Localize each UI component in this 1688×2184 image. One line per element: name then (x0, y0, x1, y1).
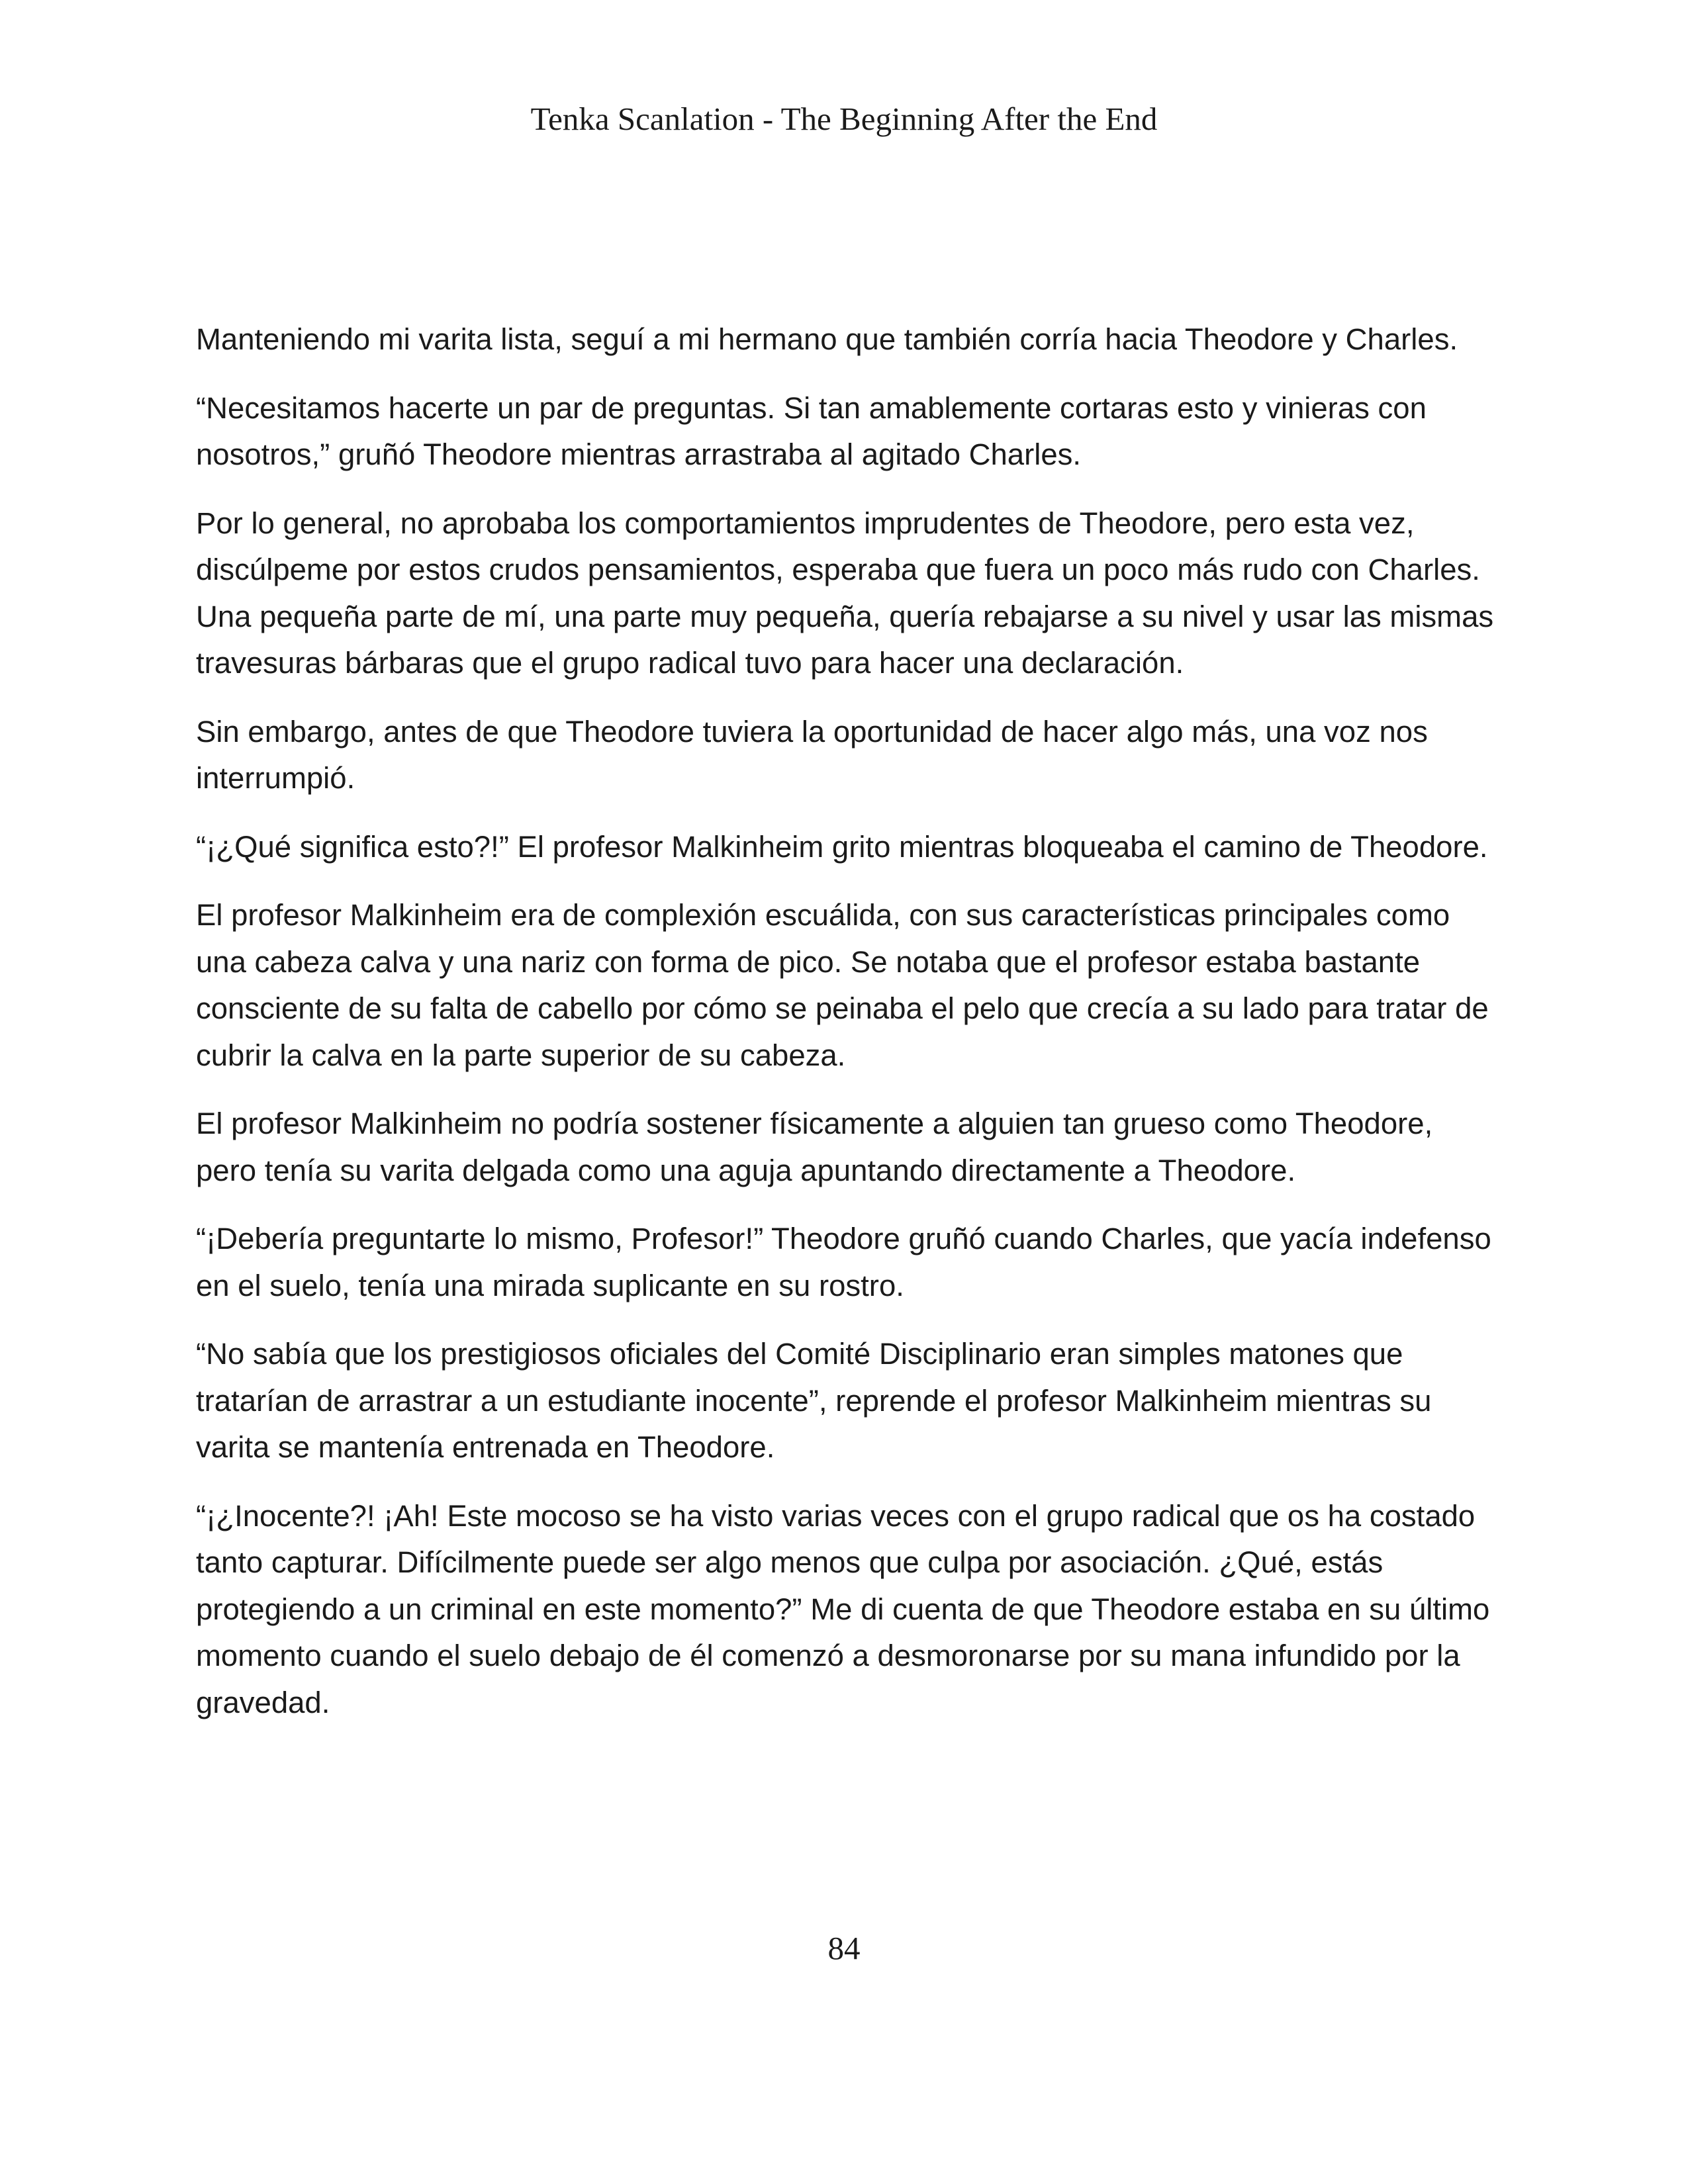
paragraph-4: Sin embargo, antes de que Theodore tuviera la oportunidad de hacer algo más, una voz nos interrumpió. (196, 714, 1428, 795)
paragraph-6: El profesor Malkinheim era de complexión escuálida, con sus características principales como una cabeza calva y una nariz con forma de pico. Se notaba que el profesor estaba bastante consciente de su falta de cabello por cómo se peinaba el pelo que crecía a su lado para tratar de cubrir la calva en la parte superior de su cabeza. (196, 898, 1489, 1072)
body-text (196, 316, 1500, 1748)
running-header: Tenka Scanlation - The Beginning After the End (530, 101, 1158, 137)
page-number: 84 (827, 1930, 861, 1966)
paragraph-7: El profesor Malkinheim no podría sostener físicamente a alguien tan grueso como Theodore, pero tenía su varita delgada como una aguja apuntando directamente a Theodore. (196, 1107, 1433, 1187)
paragraph-3: Por lo general, no aprobaba los comportamientos imprudentes de Theodore, pero esta vez, discúlpeme por estos crudos pensamientos, esperaba que fuera un poco más rudo con Charles. Una pequeña parte de mí, una parte muy pequeña, quería rebajarse a su nivel y usar las mismas travesuras bárbaras que el grupo radical tuvo para hacer una declaración. (196, 506, 1494, 680)
paragraph-8: “¡Debería preguntarte lo mismo, Profesor!” Theodore gruñó cuando Charles, que yacía indefenso en el suelo, tenía una mirada suplicante en su rostro. (196, 1222, 1491, 1302)
paragraph-5: “¡¿Qué significa esto?!” El profesor Malkinheim grito mientras bloqueaba el camino de Theodore. (196, 829, 1488, 864)
paragraph-2: “Necesitamos hacerte un par de preguntas. Si tan amablemente cortaras esto y vinieras con nosotros,” gruñó Theodore mientras arrastraba al agitado Charles. (196, 390, 1427, 471)
paragraph-9: “No sabía que los prestigiosos oficiales del Comité Disciplinario eran simples matones que tratarían de arrastrar a un estudiante inocente”, reprende el profesor Malkinheim mientras su varita se mantenía entrenada en Theodore. (196, 1337, 1432, 1464)
paragraph-10: “¡¿Inocente?! ¡Ah! Este mocoso se ha visto varias veces con el grupo radical que os ha costado tanto capturar. Difícilmente puede ser algo menos que culpa por asociación. ¿Qué, estás protegiendo a un criminal en este momento?” Me di cuenta de que Theodore estaba en su último momento cuando el suelo debajo de él comenzó a desmoronarse por su mana infundido por la gravedad. (196, 1498, 1490, 1719)
paragraph-1: Manteniendo mi varita lista, seguí a mi hermano que también corría hacia Theodore y Charles. (196, 322, 1458, 356)
